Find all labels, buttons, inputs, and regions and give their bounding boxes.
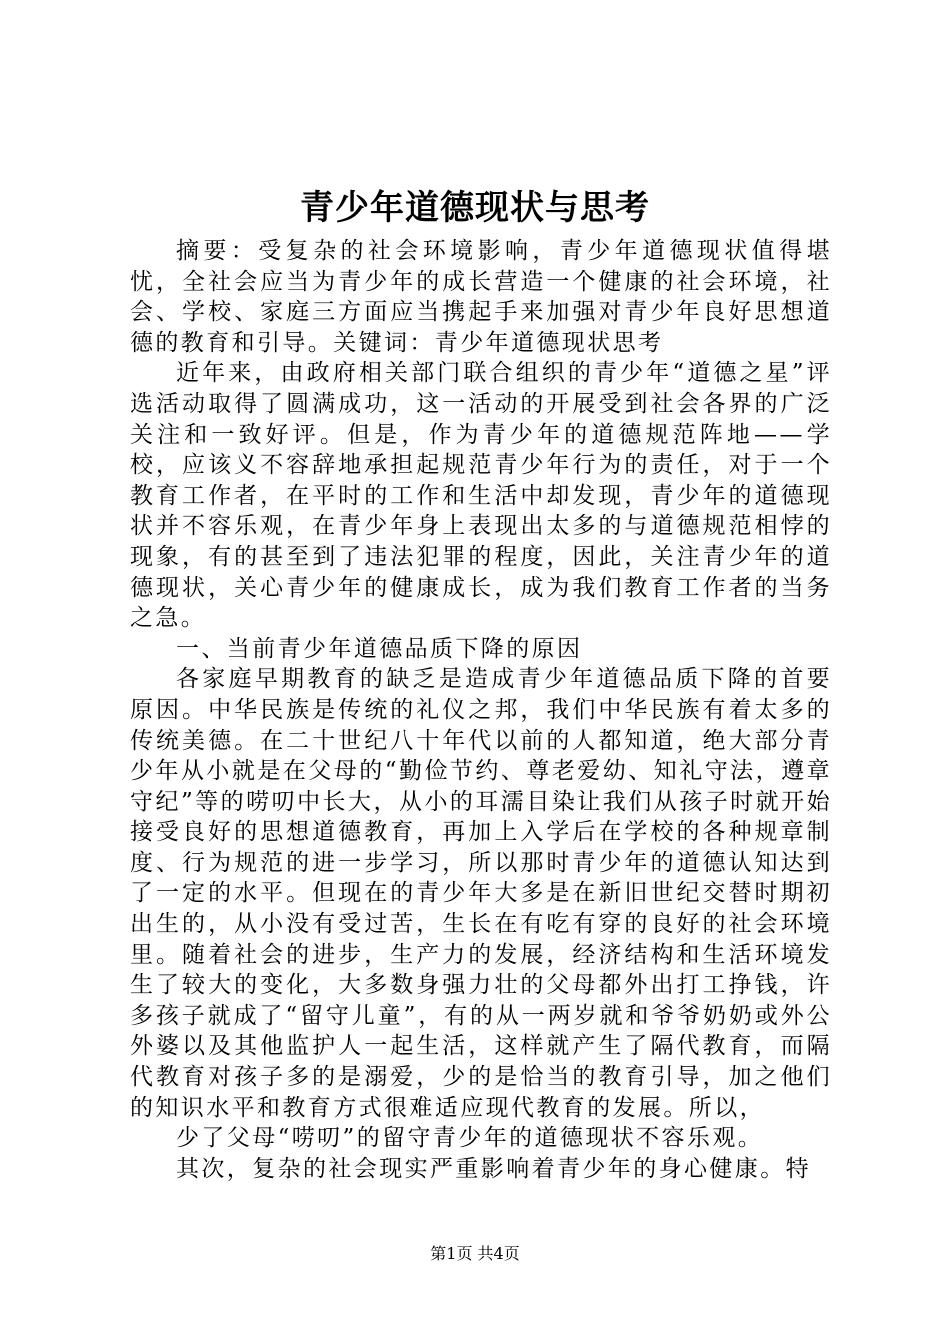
body-paragraph: 少了父母“唠叨”的留守青少年的道德现状不容乐观。: [176, 1125, 764, 1152]
body-paragraph: 各家庭早期教育的缺乏是造成青少年道德品质下降的首要原因。中华民族是传统的礼仪之邦，我们中华民族有着太多的传统美德。在二十世纪八十年代以前的人都知道，绝大部分青少年从小就是在父母的“勤俭节约、尊老爱幼、知礼守法，遵章守纪”等的唠叨中长大，从小的耳濡目染让我们从孩子时就开始接受良好的思想道德教育，再加上入学后在学校的各种规章制度、行为规范的进一步学习，所以那时青少年的道德认知达到了一定的水平。但现在的青少年大多是在新旧世纪交替时期初出生的，从小没有受过苦，生长在有吃有穿的良好的社会环境里。随着社会的进步，生产力的发展，经济结构和生活环境发生了较大的变化，大多数身强力壮的父母都外出打工挣钱，许多孩子就成了“留守儿童”，有的从一两岁就和爷爷奶奶或外公外婆以及其他监护人一起生活，这样就产生了隔代教育，而隔代教育对孩子多的是溺爱，少的是恰当的教育引导，加之他们的知识水平和教育方式很难适应现代教育的发展。所以，: [130, 666, 832, 1121]
document-body: [130, 236, 832, 1184]
section-heading: 一、当前青少年道德品质下降的原因: [176, 635, 583, 662]
body-paragraph: 近年来，由政府相关部门联合组织的青少年“道德之星”评选活动取得了圆满成功，这一活动的开展受到社会各界的广泛关注和一致好评。但是，作为青少年的道德规范阵地——学校，应该义不容辞地承担起规范青少年行为的责任，对于一个教育工作者，在平时的工作和生活中却发现，青少年的道德现状并不容乐观，在青少年身上表现出太多的与道德规范相悖的现象，有的甚至到了违法犯罪的程度，因此，关注青少年的道德现状，关心青少年的健康成长，成为我们教育工作者的当务之急。: [130, 360, 832, 632]
page-footer: 第1页 共4页: [430, 1244, 520, 1263]
body-paragraph: 其次，复杂的社会现实严重影响着青少年的身心健康。特: [176, 1155, 811, 1182]
document-title: 青少年道德现状与思考: [300, 188, 650, 228]
abstract-paragraph: 摘要：受复杂的社会环境影响，青少年道德现状值得堪忧，全社会应当为青少年的成长营造一个健康的社会环境，社会、学校、家庭三方面应当携起手来加强对青少年良好思想道德的教育和引导。关键词：青少年道德现状思考: [130, 238, 832, 356]
